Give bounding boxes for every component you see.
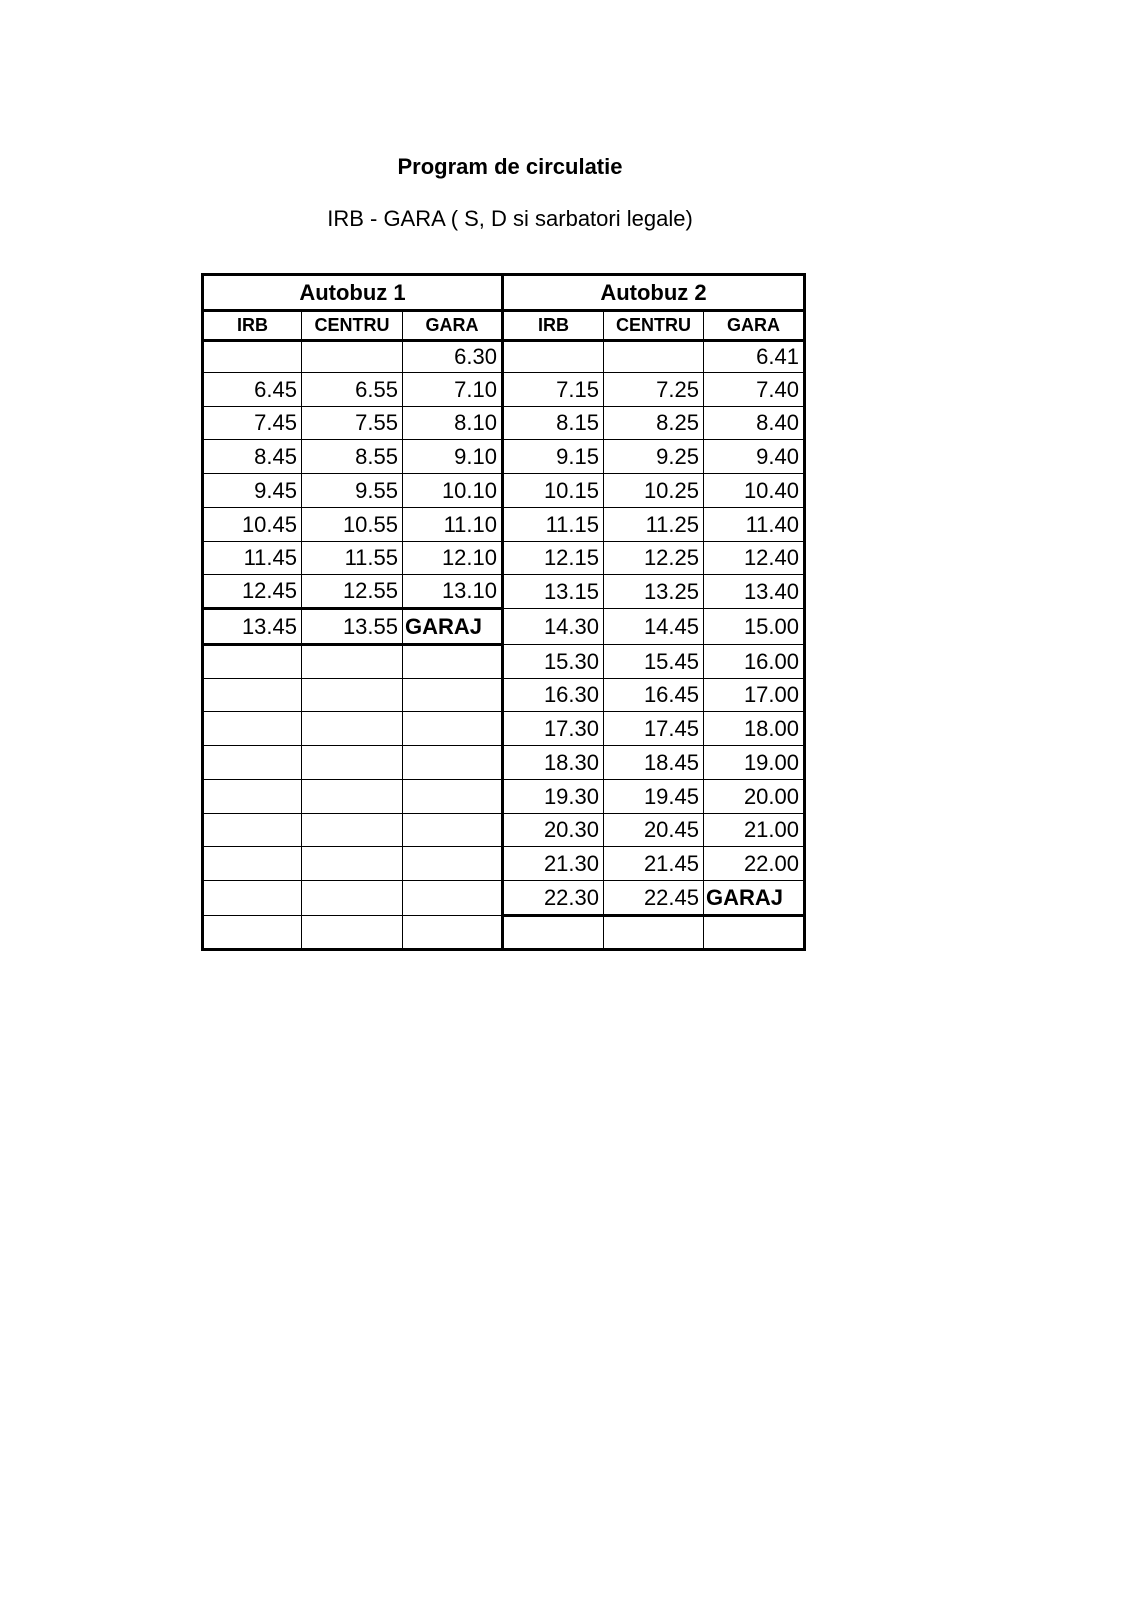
cell-irb-1: 8.45 <box>203 440 302 474</box>
cell-irb-1 <box>203 645 302 679</box>
cell-gara-2: 6.41 <box>704 341 805 373</box>
table-row <box>203 814 805 847</box>
cell-irb-1: 7.45 <box>203 407 302 440</box>
bus-header-2: Autobuz 2 <box>503 275 805 311</box>
cell-centru-1: 11.55 <box>302 542 403 575</box>
cell-centru-2: 9.25 <box>604 440 704 474</box>
cell-irb-2: 13.15 <box>503 575 604 609</box>
cell-centru-1 <box>302 916 403 950</box>
cell-centru-2: 13.25 <box>604 575 704 609</box>
cell-irb-2: 16.30 <box>503 679 604 712</box>
cell-gara-1: 10.10 <box>403 474 503 508</box>
cell-irb-2: 8.15 <box>503 407 604 440</box>
table-row <box>203 609 805 645</box>
cell-irb-1: 10.45 <box>203 508 302 542</box>
cell-irb-2: 14.30 <box>503 609 604 645</box>
cell-centru-2 <box>604 916 704 950</box>
cell-centru-1 <box>302 780 403 814</box>
cell-centru-2: 17.45 <box>604 712 704 746</box>
cell-irb-2: 17.30 <box>503 712 604 746</box>
cell-centru-2: 18.45 <box>604 746 704 780</box>
cell-centru-2: 8.25 <box>604 407 704 440</box>
cell-gara-1: 13.10 <box>403 575 503 609</box>
table-row <box>203 746 805 780</box>
cell-gara-2: 13.40 <box>704 575 805 609</box>
cell-centru-2: 15.45 <box>604 645 704 679</box>
table-row <box>203 508 805 542</box>
cell-gara-1 <box>403 881 503 916</box>
table-row <box>203 341 805 373</box>
cell-centru-1 <box>302 847 403 881</box>
cell-gara-1 <box>403 746 503 780</box>
cell-gara-2: 9.40 <box>704 440 805 474</box>
cell-centru-2: 7.25 <box>604 373 704 407</box>
table-row <box>203 679 805 712</box>
table-row <box>203 645 805 679</box>
cell-centru-2: 12.25 <box>604 542 704 575</box>
column-header-irb-2: IRB <box>503 311 604 341</box>
cell-centru-1 <box>302 712 403 746</box>
cell-irb-1: 13.45 <box>203 609 302 645</box>
cell-irb-1: 12.45 <box>203 575 302 609</box>
column-header-centru-2: CENTRU <box>604 311 704 341</box>
cell-irb-2: 9.15 <box>503 440 604 474</box>
cell-irb-2: 15.30 <box>503 645 604 679</box>
table-row <box>203 542 805 575</box>
cell-centru-2 <box>604 341 704 373</box>
cell-gara-1: 6.30 <box>403 341 503 373</box>
cell-gara-2: 7.40 <box>704 373 805 407</box>
cell-centru-2: 22.45 <box>604 881 704 916</box>
cell-centru-1 <box>302 746 403 780</box>
cell-gara-2: 15.00 <box>704 609 805 645</box>
cell-irb-2: 7.15 <box>503 373 604 407</box>
cell-gara-1 <box>403 780 503 814</box>
cell-irb-2: 22.30 <box>503 881 604 916</box>
cell-irb-1 <box>203 679 302 712</box>
column-header-centru-1: CENTRU <box>302 311 403 341</box>
cell-centru-1: 8.55 <box>302 440 403 474</box>
cell-centru-2: 19.45 <box>604 780 704 814</box>
cell-irb-1 <box>203 746 302 780</box>
table-row <box>203 916 805 950</box>
cell-irb-1: 6.45 <box>203 373 302 407</box>
table-row <box>203 575 805 609</box>
cell-centru-1: 10.55 <box>302 508 403 542</box>
cell-gara-1 <box>403 712 503 746</box>
cell-irb-2: 21.30 <box>503 847 604 881</box>
schedule-body <box>203 341 805 950</box>
cell-centru-2: 11.25 <box>604 508 704 542</box>
cell-gara-2: 8.40 <box>704 407 805 440</box>
column-header-row <box>203 311 805 341</box>
cell-irb-2: 12.15 <box>503 542 604 575</box>
cell-gara-1: 11.10 <box>403 508 503 542</box>
cell-irb-1 <box>203 847 302 881</box>
cell-centru-1: 7.55 <box>302 407 403 440</box>
cell-gara-2: 21.00 <box>704 814 805 847</box>
page-subtitle: IRB - GARA ( S, D si sarbatori legale) <box>327 206 693 231</box>
cell-centru-1: 13.55 <box>302 609 403 645</box>
cell-centru-1 <box>302 679 403 712</box>
cell-gara-1: GARAJ <box>403 609 503 645</box>
cell-irb-1 <box>203 712 302 746</box>
schedule-table <box>201 273 806 951</box>
table-row <box>203 474 805 508</box>
cell-gara-1: 9.10 <box>403 440 503 474</box>
cell-centru-1 <box>302 881 403 916</box>
cell-irb-1: 11.45 <box>203 542 302 575</box>
cell-centru-1: 9.55 <box>302 474 403 508</box>
cell-gara-2: 12.40 <box>704 542 805 575</box>
cell-centru-2: 10.25 <box>604 474 704 508</box>
cell-gara-2: 19.00 <box>704 746 805 780</box>
cell-irb-2: 20.30 <box>503 814 604 847</box>
cell-irb-2: 18.30 <box>503 746 604 780</box>
cell-gara-1 <box>403 679 503 712</box>
column-header-irb-1: IRB <box>203 311 302 341</box>
cell-centru-1: 12.55 <box>302 575 403 609</box>
cell-centru-2: 21.45 <box>604 847 704 881</box>
table-row <box>203 712 805 746</box>
cell-gara-2: 20.00 <box>704 780 805 814</box>
cell-centru-1: 6.55 <box>302 373 403 407</box>
cell-centru-2: 16.45 <box>604 679 704 712</box>
cell-irb-1 <box>203 341 302 373</box>
cell-gara-2: 17.00 <box>704 679 805 712</box>
cell-irb-1 <box>203 814 302 847</box>
page-title: Program de circulatie <box>397 154 623 179</box>
cell-gara-1: 12.10 <box>403 542 503 575</box>
column-header-gara-1: GARA <box>403 311 503 341</box>
cell-gara-1 <box>403 645 503 679</box>
cell-irb-2 <box>503 341 604 373</box>
cell-gara-1: 8.10 <box>403 407 503 440</box>
table-row <box>203 373 805 407</box>
cell-gara-2: 10.40 <box>704 474 805 508</box>
cell-gara-1 <box>403 847 503 881</box>
table-row <box>203 847 805 881</box>
bus-header-1: Autobuz 1 <box>203 275 503 311</box>
cell-gara-1 <box>403 916 503 950</box>
column-header-gara-2: GARA <box>704 311 805 341</box>
cell-centru-1 <box>302 814 403 847</box>
cell-irb-2: 11.15 <box>503 508 604 542</box>
cell-irb-1 <box>203 916 302 950</box>
cell-irb-2: 19.30 <box>503 780 604 814</box>
cell-gara-1: 7.10 <box>403 373 503 407</box>
table-row <box>203 440 805 474</box>
cell-gara-2: GARAJ <box>704 881 805 916</box>
cell-gara-2: 18.00 <box>704 712 805 746</box>
cell-irb-2: 10.15 <box>503 474 604 508</box>
cell-gara-2: 11.40 <box>704 508 805 542</box>
cell-gara-2: 16.00 <box>704 645 805 679</box>
cell-irb-1 <box>203 780 302 814</box>
cell-centru-2: 20.45 <box>604 814 704 847</box>
cell-centru-2: 14.45 <box>604 609 704 645</box>
bus-header-row <box>203 275 805 311</box>
cell-irb-1 <box>203 881 302 916</box>
cell-gara-2 <box>704 916 805 950</box>
cell-irb-2 <box>503 916 604 950</box>
cell-centru-1 <box>302 645 403 679</box>
cell-gara-2: 22.00 <box>704 847 805 881</box>
cell-irb-1: 9.45 <box>203 474 302 508</box>
table-row <box>203 881 805 916</box>
cell-centru-1 <box>302 341 403 373</box>
table-row <box>203 407 805 440</box>
table-row <box>203 780 805 814</box>
cell-gara-1 <box>403 814 503 847</box>
